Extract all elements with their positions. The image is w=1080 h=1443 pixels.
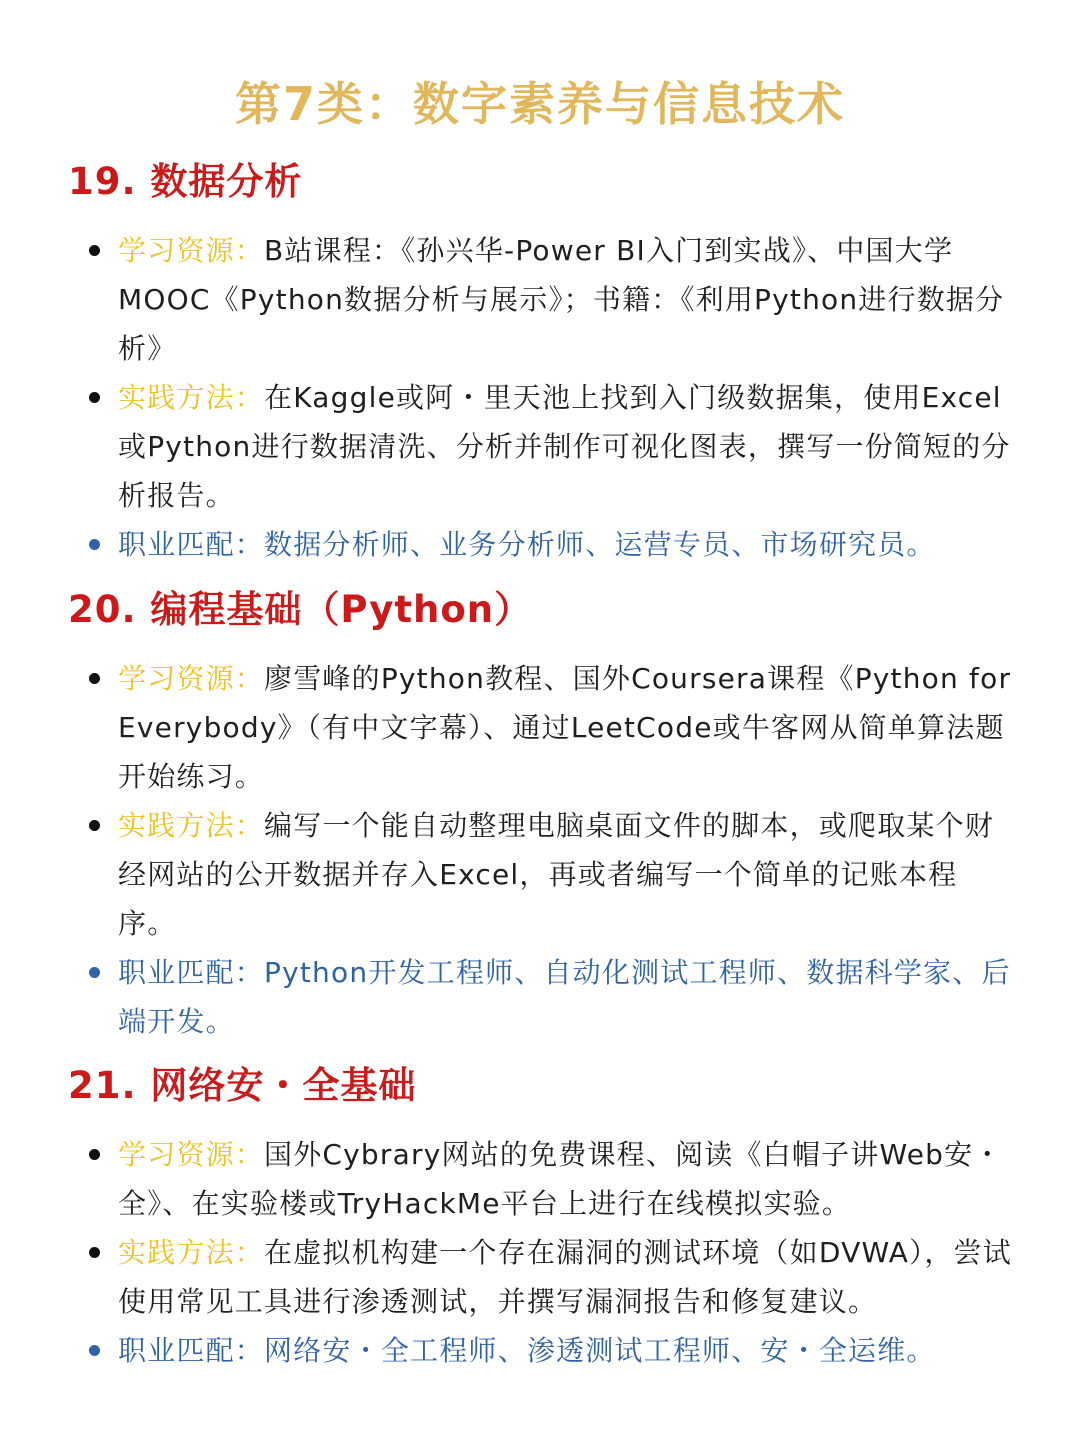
- bullet-list: [0, 226, 1080, 569]
- item-text: 编写一个能自动整理电脑桌面文件的脚本，或爬取某个财经网站的公开数据并存入Excel，再或者编写一个简单的记账本程序。: [118, 809, 995, 940]
- item-text: 在Kaggle或阿・里天池上找到入门级数据集，使用Excel或Python进行数据清洗、分析并制作可视化图表，撰写一份简短的分析报告。: [118, 381, 1011, 512]
- item-text: B站课程：《孙兴华-Power BI入门到实战》、中国大学MOOC《Python数据分析与展示》；书籍：《利用Python进行数据分析》: [118, 234, 1005, 365]
- item-label: 学习资源：: [118, 234, 265, 267]
- list-item-practice: [0, 801, 1080, 948]
- item-label: 学习资源：: [118, 1138, 265, 1171]
- bullet-list: [0, 654, 1080, 1046]
- bullet-dot-icon: [89, 1247, 100, 1258]
- list-item-career: [0, 948, 1080, 1046]
- bullet-dot-icon: [89, 967, 100, 978]
- bullet-dot-icon: [89, 245, 100, 256]
- item-label: 学习资源：: [118, 662, 265, 695]
- section-heading: 20. 编程基础（Python）: [68, 588, 533, 631]
- item-text: Python开发工程师、自动化测试工程师、数据科学家、后端开发。: [118, 956, 1011, 1038]
- item-text: 国外Cybrary网站的免费课程、阅读《白帽子讲Web安・全》、在实验楼或TryHackMe平台上进行在线模拟实验。: [118, 1138, 1003, 1220]
- bullet-list: [0, 1130, 1080, 1375]
- bullet-dot-icon: [89, 820, 100, 831]
- section-heading: 19. 数据分析: [68, 160, 303, 203]
- bullet-dot-icon: [89, 392, 100, 403]
- list-item-resources: [0, 1130, 1080, 1228]
- bullet-dot-icon: [89, 539, 100, 550]
- section-heading: 21. 网络安・全基础: [68, 1064, 417, 1107]
- bullet-dot-icon: [89, 1149, 100, 1160]
- list-item-resources: [0, 654, 1080, 801]
- item-label: 实践方法：: [118, 809, 265, 842]
- page-title: 第7类：数字素养与信息技术: [234, 77, 845, 131]
- list-item-career: [0, 1326, 1080, 1375]
- item-text: 网络安・全工程师、渗透测试工程师、安・全运维。: [264, 1334, 936, 1367]
- item-label: 职业匹配：: [118, 1334, 265, 1367]
- list-item-career: [0, 520, 1080, 569]
- item-label: 实践方法：: [118, 1236, 265, 1269]
- item-label: 职业匹配：: [118, 528, 265, 561]
- bullet-dot-icon: [89, 1345, 100, 1356]
- list-item-resources: [0, 226, 1080, 373]
- item-label: 实践方法：: [118, 381, 265, 414]
- item-text: 数据分析师、业务分析师、运营专员、市场研究员。: [264, 528, 936, 561]
- list-item-practice: [0, 373, 1080, 520]
- list-item-practice: [0, 1228, 1080, 1326]
- item-text: 在虚拟机构建一个存在漏洞的测试环境（如DVWA），尝试使用常见工具进行渗透测试，并撰写漏洞报告和修复建议。: [118, 1236, 1012, 1318]
- bullet-dot-icon: [89, 673, 100, 684]
- item-label: 职业匹配：: [118, 956, 265, 989]
- item-text: 廖雪峰的Python教程、国外Coursera课程《Python for Everybody》（有中文字幕）、通过LeetCode或牛客网从简单算法题开始练习。: [118, 662, 1012, 793]
